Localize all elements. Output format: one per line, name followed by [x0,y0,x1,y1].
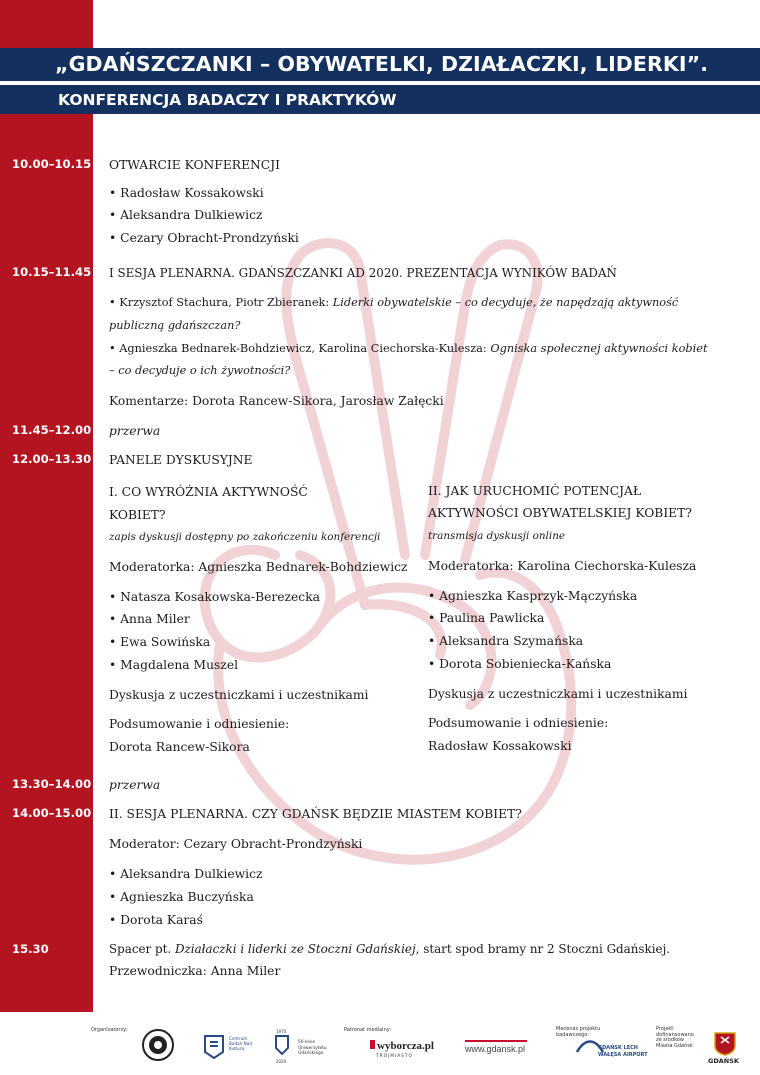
panel-2-summary-name: Radosław Kossakowski [428,739,572,753]
panel-1-summary-name: Dorota Rancew-Sikora [109,740,250,754]
comments [109,393,444,409]
time-slot-4: 12.00–13.30 [12,452,92,466]
session-title-panels: PANELE DYSKUSYJNE [109,453,253,467]
time-slot-5: 13.30–14.00 [12,777,92,791]
airport-text-1: GDAŃSK LECH [598,1045,638,1051]
list-item: • Dorota Sobieniecka-Kańska [428,657,612,671]
gdansk-url-underline [465,1040,527,1042]
panel-2-discussion: Dyskusja z uczestniczkami i uczestnikami [428,687,688,701]
panel-1-note: zapis dyskusji dostępny po zakończeniu konferencji [109,531,381,543]
panel-1-title: I. CO WYRÓŻNIA AKTYWNOŚĆ [109,485,308,499]
ug-anniversary-logo [274,1034,290,1056]
presentation-1-authors: • Krzysztof Stachura, Piotr Zbieranek: [109,296,330,309]
wyborcza-logo [370,1040,438,1052]
panel-1-discussion: Dyskusja z uczestniczkami i uczestnikami [109,688,369,702]
walk-guide [109,963,280,979]
panel-1-title-cont: KOBIET? [109,508,166,522]
presentation-1-title: Liderki obywatelskie – co decyduje, że napędzają aktywność [329,296,679,309]
list-item: • Aleksandra Dulkiewicz [109,867,263,881]
page-subtitle: KONFERENCJA BADACZY I PRAKTYKÓW [58,91,397,109]
panel-2-title-cont: AKTYWNOŚCI OBYWATELSKIEJ KOBIET? [428,506,692,520]
session-title-plenary-1: I SESJA PLENARNA. GDAŃSZCZANKI AD 2020. PREZENTACJA WYNIKÓW BADAŃ [109,266,617,280]
comments-label: Komentarze: [109,394,193,408]
footer-logos [0,1018,760,1075]
wyborcza-text: wyborcza.pl [377,1040,434,1052]
session-title-plenary-2: II. SESJA PLENARNA. CZY GDAŃSK BĘDZIE MIASTEM KOBIET? [109,807,522,821]
moderator-name: Karolina Ciechorska-Kulesza [517,559,697,573]
presentation-2-title: Ogniska społecznej aktywności kobiet [486,342,708,355]
list-item: • Dorota Karaś [109,913,203,927]
break-label: przerwa [109,424,161,438]
presentation-2-authors: • Agnieszka Bednarek-Bohdziewicz, Karolina Ciechorska-Kulesza: [109,342,487,355]
gdansk-url: www.gdansk.pl [465,1044,526,1054]
moderator-label: Moderator: [109,837,184,851]
session-6-moderator [109,836,362,852]
moderator-label: Moderatorka: [428,559,518,573]
organizers-label: Organizatorzy: [91,1027,128,1033]
university-seal-logo [138,1028,178,1062]
research-center-logo [203,1034,225,1060]
time-slot-7: 15.30 [12,942,49,956]
red-sidebar [0,0,93,1012]
ug-anniversary-text: 50-lecie Uniwersytetu Gdańskiego [298,1040,327,1056]
list-item: • Anna Miler [109,612,190,626]
time-slot-6: 14.00–15.00 [12,806,92,820]
presentation-2-title-cont: – co decyduje o ich żywotności? [109,364,291,377]
list-item: • Radosław Kossakowski [109,186,264,200]
page-title: „GDAŃSZCZANKI – OBYWATELKI, DZIAŁACZKI, LIDERKI”. [55,52,709,76]
list-item: • Aleksandra Szymańska [428,634,584,648]
list-item: • Paulina Pawlicka [428,611,545,625]
trojmiasto-text: TRÓJMIASTO [376,1054,413,1059]
panel-2-summary-label: Podsumowanie i odniesienie: [428,716,609,730]
walk-prefix: Spacer pt. [109,942,175,956]
guide-label: Przewodniczka: [109,964,211,978]
list-item: • Ewa Sowińska [109,635,211,649]
list-item: • Magdalena Muszel [109,658,239,672]
presentation-1 [109,295,678,311]
list-item: • Agnieszka Buczyńska [109,890,254,904]
gdansk-coat-of-arms-icon [712,1030,738,1056]
time-slot-1: 10.00–10.15 [12,157,92,171]
guide-name: Anna Miler [210,964,281,978]
list-item: • Natasza Kosakowska-Berezecka [109,590,320,604]
ug-year-from: 1970 [276,1029,287,1034]
list-item: • Aleksandra Dulkiewicz [109,208,263,222]
gdansk-city-text: GDAŃSK [708,1057,739,1065]
break-label: przerwa [109,778,161,792]
panel-2-title: II. JAK URUCHOMIĆ POTENCJAŁ [428,484,642,498]
funding-label: Projekt dofinansowano ze środków Miasta Gdańsk [656,1026,694,1049]
moderator-name: Cezary Obracht-Prondzyński [183,837,363,851]
panel-2-note: transmisja dyskusji online [428,530,566,542]
panel-1-summary-label: Podsumowanie i odniesienie: [109,717,290,731]
presentation-2 [109,341,707,357]
panel-1-moderator [109,559,408,575]
airport-text-2: WAŁĘSA AIRPORT [598,1052,648,1058]
ug-year-to: 2020 [276,1059,287,1064]
moderator-name: Agnieszka Bednarek-Bohdziewicz [198,560,408,574]
panel-2-moderator [428,558,696,574]
cbnk-text: Centrum Badań Nad Kulturą [229,1036,253,1051]
presentation-1-title-cont: publiczną gdańszczan? [109,319,241,332]
sponsor-label: Mecenas projektu badawczego: [556,1026,601,1038]
time-slot-3: 11.45–12.00 [12,423,92,437]
walk-description [109,941,670,957]
list-item: • Cezary Obracht-Prondzyński [109,231,299,245]
time-slot-2: 10.15–11.45 [12,265,92,279]
patron-label: Patronat medialny: [344,1027,392,1033]
session-title-opening: OTWARCIE KONFERENCJI [109,158,280,172]
walk-title: Działaczki i liderki ze Stoczni Gdańskiej [174,942,416,956]
comments-names: Dorota Rancew-Sikora, Jarosław Załęcki [192,394,444,408]
victory-hand-watermark [180,225,640,885]
list-item: • Agnieszka Kasprzyk-Mączyńska [428,589,638,603]
moderator-label: Moderatorka: [109,560,199,574]
walk-location: , start spod bramy nr 2 Stoczni Gdańskiej. [415,942,671,956]
